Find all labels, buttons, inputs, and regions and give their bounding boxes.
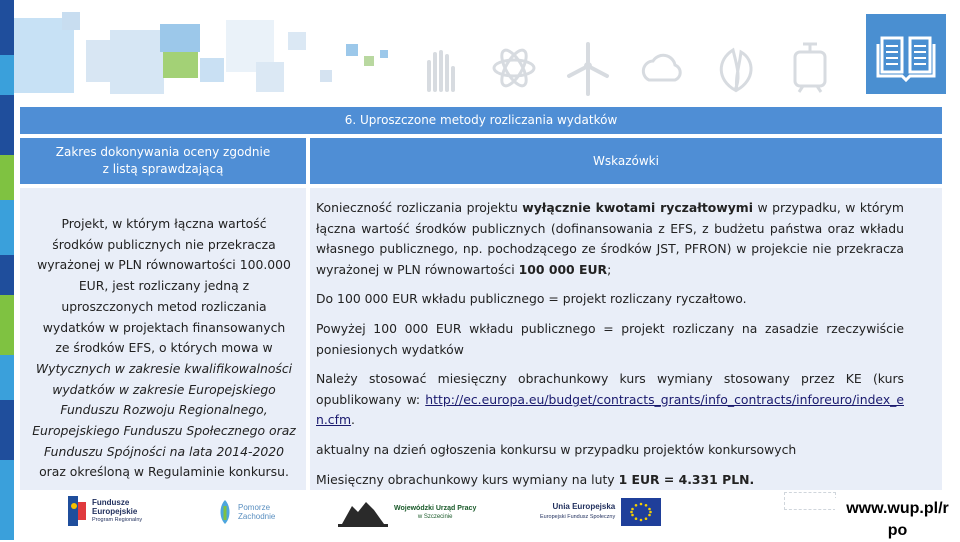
text-line: wydatków w projektach finansowanych	[42, 319, 286, 335]
leaves-icon	[711, 40, 761, 96]
logo2-line2: Zachodnie	[238, 512, 276, 521]
hand-icon	[415, 40, 465, 96]
website-line2: po	[887, 522, 908, 539]
logo-wup-szczecin	[338, 498, 476, 528]
decor-square	[256, 62, 284, 92]
text-line-italic: Funduszu Rozwoju Regionalnego,	[60, 402, 268, 418]
book-icon-box	[866, 14, 946, 94]
wup-building-icon	[338, 498, 388, 528]
text-span: ;	[607, 261, 612, 277]
text-span: Należy stosować miesięczny obrachunkowy kurs wymiany stosowany przez KE (kurs opublikowany w:	[316, 371, 904, 407]
paragraph-above-limit: Powyżej 100 000 EUR wkładu publicznego = projekt rozliczany na zasadzie rzeczywiście poniesionych wydatków	[316, 320, 904, 357]
decor-square	[160, 24, 200, 52]
decor-square	[288, 32, 306, 50]
logo1-line3: Program Regionalny	[92, 516, 143, 523]
text-line: ze środków EFS, o których mowa w	[55, 340, 273, 356]
text-line-italic: Europejskiego Funduszu Społecznego oraz	[32, 423, 296, 439]
text-line-italic: Funduszu Spójności na lata 2014-2020	[44, 443, 284, 459]
open-book-icon	[866, 14, 946, 94]
column-header-scope-line1: Zakres dokonywania oceny zgodnie	[55, 145, 271, 159]
bold-text: 100 000 EUR	[518, 261, 608, 277]
paragraph-february-rate	[316, 470, 904, 491]
column-header-scope	[20, 138, 306, 184]
logo4-line1: Unia Europejska	[552, 502, 616, 511]
bold-text: wyłącznie kwotami ryczałtowymi	[522, 200, 753, 215]
logo3-line1: Wojewódzki Urząd Pracy	[394, 505, 477, 512]
atom-icon	[489, 40, 539, 96]
logo1-line2: Europejskie	[92, 506, 138, 516]
text-line: środków publicznych nie przekracza	[52, 236, 276, 252]
decor-square	[346, 44, 358, 56]
paragraph-exchange-rate	[316, 369, 904, 431]
cloud-gear-icon	[637, 40, 687, 96]
paragraph-lump-sum	[316, 198, 904, 280]
text-span: .	[351, 412, 355, 428]
tram-icon	[785, 40, 835, 96]
left-cell-text	[26, 214, 302, 483]
logo1-line1: Fundusze	[92, 497, 130, 507]
decor-square	[364, 56, 374, 66]
text-line-italic: wydatków w zakresie Europejskiego	[52, 381, 276, 397]
left-color-strip	[0, 0, 14, 540]
text-line: uproszczonych metod rozliczania	[61, 298, 267, 314]
decor-square	[380, 50, 388, 58]
text-span: Miesięczny obrachunkowy kurs wymiany na luty	[316, 471, 619, 487]
text-line: oraz określoną w Regulaminie konkursu.	[39, 464, 289, 480]
logo3-line2: w Szczecinie	[417, 514, 453, 520]
website-line1: www.wup.pl/r	[846, 500, 949, 517]
decor-square	[163, 52, 198, 78]
column-header-scope-line2: z listą sprawdzającą	[102, 162, 224, 176]
table-title: 6. Uproszczone metody rozliczania wydatków	[20, 107, 942, 134]
decor-square	[784, 492, 836, 510]
paragraph-up-to-limit: Do 100 000 EUR wkładu publicznego = projekt rozliczany ryczałtowo.	[316, 291, 747, 307]
text-span: w przypadku, w którym łączna wartość środków publicznych (dofinansowania z EFS, z budżetu państwa oraz wkładu własnego publicznego, np. pochodzącego ze środków JST, PFRON) w projekcie nie przekracza wyrażonej w PLN równowartości	[316, 200, 904, 277]
logo-unia-europejska	[540, 498, 661, 526]
text-line: EUR, jest rozliczany jedną z	[78, 278, 250, 294]
text-span: Konieczność rozliczania projektu	[316, 200, 523, 215]
right-cell-text	[316, 198, 904, 490]
eu-flag-icon	[621, 498, 661, 526]
decor-square	[110, 30, 164, 94]
logo-fundusze-europejskie	[66, 494, 142, 528]
wind-turbine-icon	[563, 40, 613, 96]
logo-pomorze-zachodnie	[216, 498, 275, 526]
website-address[interactable]	[835, 498, 960, 542]
text-line-italic: Wytycznych w zakresie kwalifikowalności	[35, 360, 293, 376]
inforeuro-link[interactable]: http://ec.europa.eu/budget/contracts_grants/info_contracts/inforeuro/index_en.cfm	[316, 391, 904, 428]
bold-text: 1 EUR = 4.331 PLN.	[618, 471, 755, 487]
decor-square	[62, 12, 80, 30]
logo4-line2: Europejski Fundusz Społeczny	[540, 514, 616, 520]
decor-square	[200, 58, 224, 82]
text-line: Projekt, w którym łączna wartość	[61, 216, 267, 231]
fe-logo-icon	[66, 494, 88, 528]
paragraph-current-rate: aktualny na dzień ogłoszenia konkursu w przypadku projektów konkursowych	[316, 441, 797, 457]
logo2-line1: Pomorze	[238, 503, 271, 512]
text-line: wyrażonej w PLN równowartości 100.000	[37, 257, 291, 273]
griffin-icon	[216, 498, 234, 526]
footer-logos	[0, 490, 960, 540]
decorative-icon-row	[415, 40, 835, 100]
column-header-tips: Wskazówki	[310, 138, 942, 184]
decor-square	[320, 70, 332, 82]
